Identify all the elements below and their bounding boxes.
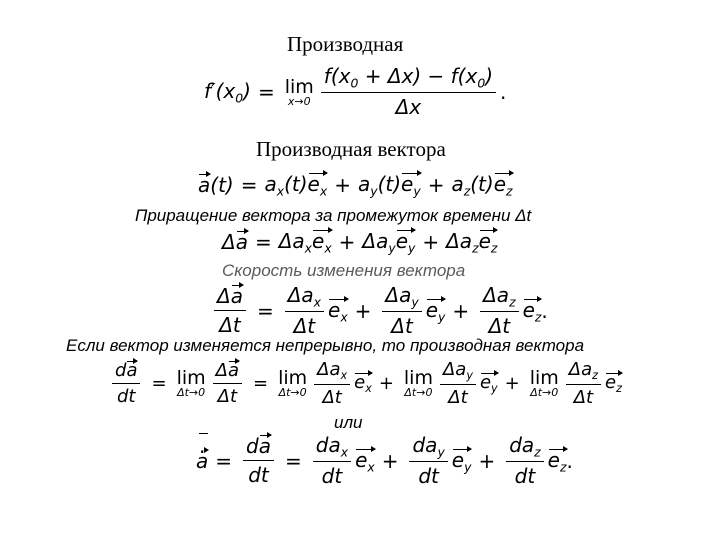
formula-derivative-components: a . = $\frac{da}{dt}$ = $\frac{da_x}{dt}$ $e_x$ + $\frac{da_y}{dt}$ $e_y$ + $\frac{da_z}{dt}$ $e_z$ . xyxy=(196,433,573,488)
caption-continuous: Если вектор изменяется непрерывно, то производная вектора xyxy=(66,336,585,355)
title-derivative: Производная xyxy=(287,32,404,56)
caption-increment: Приращение вектора за промежуток времени Δt xyxy=(135,206,532,225)
formula-derivative-definition: $f'(x_0)$ = lim x→0 $\frac{f(x_0 + \Delta x) - f(x_0)}{\Delta x}$ . xyxy=(204,64,507,120)
formula-vector-increment: Δ a = $\Delta a_x$ $e_x$ + $\Delta a_y$ $e_y$ + $\Delta a_z$ $e_z$ xyxy=(222,229,498,256)
formula-vector-components: a (t) = $a_x(t)$ $e_x$ + $a_y(t)$ $e_y$ + $a_z(t)$ $e_z$ xyxy=(198,172,513,199)
caption-or: или xyxy=(334,413,363,432)
formula-derivative-limit: $\frac{da}{dt}$ = lim Δt→0 $\frac{\Delta a}{\Delta t}$ = lim Δt→0 $\frac{\Delta a_x}{\Delta t}$ $e_x$ + lim Δt→0 $\frac{\Delta a_y}{\Delta t}$ $e_y$ + lim Δt→0 $\frac{\Delta a_z}{\Delta t}$ $e_z$ xyxy=(108,359,622,408)
formula-average-rate: $\frac{\Delta a}{\Delta t}$ = $\frac{\Delta a_x}{\Delta t}$ $e_x$ + $\frac{\Delta a_y}{\Delta t}$ $e_y$ + $\frac{\Delta a_z}{\Delta t}$ $e_z$ . xyxy=(210,283,548,338)
title-vector-derivative: Производная вектора xyxy=(256,137,446,161)
caption-rate: Скорость изменения вектора xyxy=(222,261,466,280)
